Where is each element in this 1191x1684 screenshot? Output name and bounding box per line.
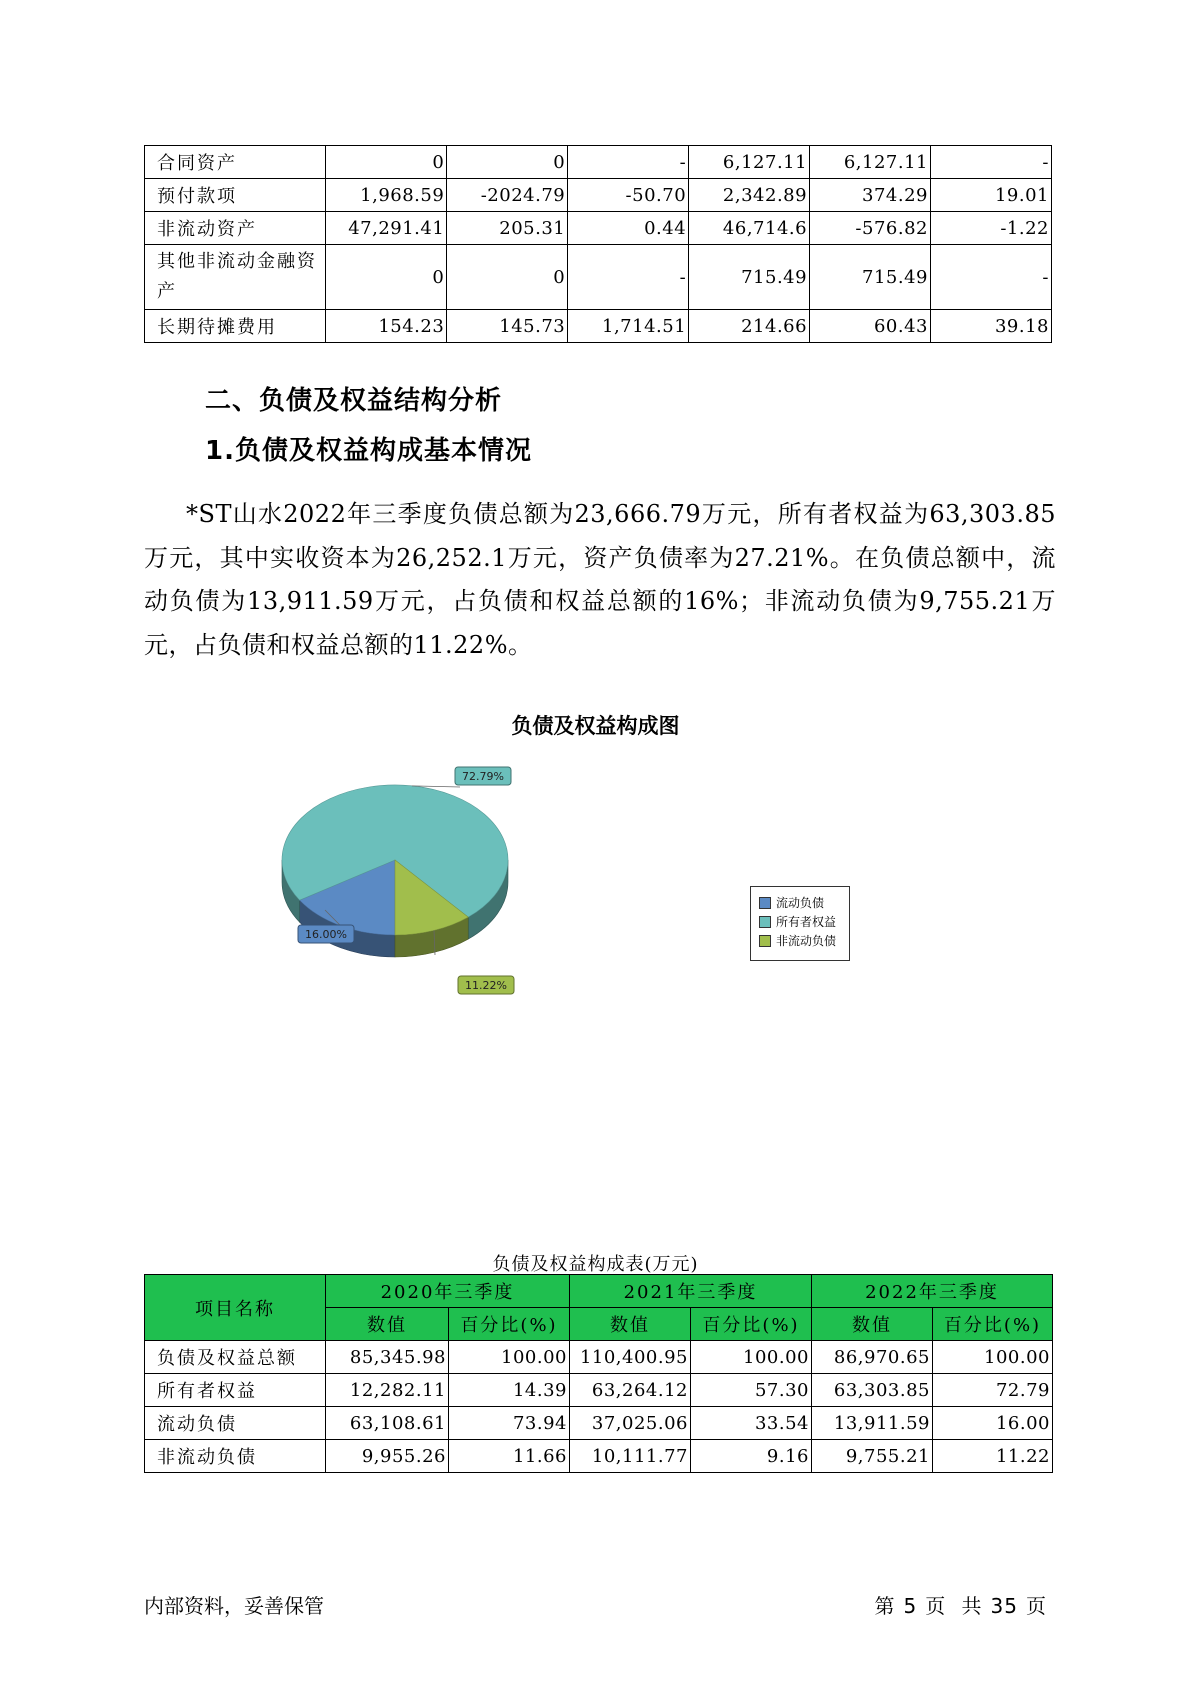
cell-value: -	[568, 245, 689, 310]
cell-value: 14.39	[449, 1374, 570, 1407]
cell-value: 9,955.26	[326, 1440, 449, 1473]
cell-value: 37,025.06	[570, 1407, 691, 1440]
legend-swatch	[759, 916, 771, 928]
cell-value: -50.70	[568, 179, 689, 212]
footer-note: 内部资料，妥善保管	[144, 1594, 324, 1618]
legend-label: 流动负债	[776, 896, 825, 910]
data-label-1: 72.79%	[462, 770, 504, 783]
summary-paragraph: *ST山水2022年三季度负债总额为23,666.79万元，所有者权益为63,303.85万元，其中实收资本为26,252.1万元，资产负债率为27.21%。在负债总额中，流动负债为13,911.59万元，占负债和权益总额的16%；非流动负债为9,755.21万元，占负债和权益总额的11.22%。	[144, 500, 1056, 659]
cell-value: 0	[447, 146, 568, 179]
cell-value: 63,108.61	[326, 1407, 449, 1440]
cell-value: 11.22	[933, 1440, 1053, 1473]
cell-value: 47,291.41	[326, 212, 447, 245]
cell-value: 10,111.77	[570, 1440, 691, 1473]
table-row	[145, 1407, 1053, 1440]
legend-label: 所有者权益	[776, 915, 837, 929]
pie-slices	[282, 785, 508, 935]
row-name: 非流动负债	[145, 1440, 326, 1473]
data-label-2: 11.22%	[465, 979, 507, 992]
data-label-0: 16.00%	[305, 928, 347, 941]
cell-value: 110,400.95	[570, 1341, 691, 1374]
cell-value: 214.66	[689, 310, 810, 343]
header-period: 2022年三季度	[812, 1275, 1053, 1308]
table-row	[145, 1374, 1053, 1407]
table-row	[145, 310, 1052, 343]
cell-value: 100.00	[933, 1341, 1053, 1374]
cell-value: 9,755.21	[812, 1440, 933, 1473]
table-row	[145, 1341, 1053, 1374]
cell-value: -1.22	[931, 212, 1052, 245]
row-name: 预付款项	[145, 179, 326, 212]
cell-value: -	[931, 146, 1052, 179]
table-row	[145, 146, 1052, 179]
row-name: 所有者权益	[145, 1374, 326, 1407]
table-caption: 负债及权益构成表(万元)	[492, 1254, 699, 1275]
cell-value: 73.94	[449, 1407, 570, 1440]
cell-value: 205.31	[447, 212, 568, 245]
header-item: 项目名称	[145, 1275, 326, 1341]
cell-value: 374.29	[810, 179, 931, 212]
row-name: 负债及权益总额	[145, 1341, 326, 1374]
legend-swatch	[759, 935, 771, 947]
row-name: 其他非流动金融资产	[145, 245, 326, 310]
header-period: 2021年三季度	[570, 1275, 812, 1308]
row-name: 流动负债	[145, 1407, 326, 1440]
cell-value: 39.18	[931, 310, 1052, 343]
row-name: 合同资产	[145, 146, 326, 179]
header-percent: 百分比(%)	[933, 1308, 1053, 1341]
cell-value: 85,345.98	[326, 1341, 449, 1374]
cell-value: 19.01	[931, 179, 1052, 212]
cell-value: 63,303.85	[812, 1374, 933, 1407]
cell-value: 11.66	[449, 1440, 570, 1473]
legend-item	[759, 893, 849, 912]
cell-value: 72.79	[933, 1374, 1053, 1407]
cell-value: 1,714.51	[568, 310, 689, 343]
cell-value: 0	[326, 245, 447, 310]
header-percent: 百分比(%)	[449, 1308, 570, 1341]
table-row	[145, 212, 1052, 245]
liability-table	[144, 1274, 1053, 1473]
cell-value: 16.00	[933, 1407, 1053, 1440]
total-unit: 页	[1026, 1594, 1047, 1618]
table-row	[145, 1440, 1053, 1473]
chart-legend	[750, 886, 850, 961]
section-heading: 二、负债及权益结构分析	[205, 386, 503, 416]
page-unit: 页	[925, 1594, 947, 1618]
cell-value: 715.49	[689, 245, 810, 310]
header-percent: 百分比(%)	[691, 1308, 812, 1341]
cell-value: -576.82	[810, 212, 931, 245]
cell-value: 154.23	[326, 310, 447, 343]
cell-value: 715.49	[810, 245, 931, 310]
header-value: 数值	[812, 1308, 933, 1341]
cell-value: -	[568, 146, 689, 179]
cell-value: -	[931, 245, 1052, 310]
cell-value: 100.00	[691, 1341, 812, 1374]
total-prefix: 共	[961, 1594, 983, 1618]
cell-value: 2,342.89	[689, 179, 810, 212]
cell-value: 33.54	[691, 1407, 812, 1440]
subsection-heading: 1.负债及权益构成基本情况	[205, 436, 532, 466]
cell-value: 63,264.12	[570, 1374, 691, 1407]
legend-swatch	[759, 897, 771, 909]
cell-value: 100.00	[449, 1341, 570, 1374]
legend-label: 非流动负债	[776, 934, 837, 948]
cell-value: 9.16	[691, 1440, 812, 1473]
table-header-row	[145, 1275, 1053, 1308]
header-value: 数值	[326, 1308, 449, 1341]
row-name: 非流动资产	[145, 212, 326, 245]
pie-chart	[270, 760, 670, 1040]
table-row	[145, 179, 1052, 212]
legend-item	[759, 931, 849, 950]
current-page: 5	[903, 1594, 918, 1618]
cell-value: 145.73	[447, 310, 568, 343]
cell-value: 0.44	[568, 212, 689, 245]
header-value: 数值	[570, 1308, 691, 1341]
cell-value: 6,127.11	[810, 146, 931, 179]
cell-value: 60.43	[810, 310, 931, 343]
cell-value: 0	[447, 245, 568, 310]
legend-item	[759, 912, 849, 931]
asset-table	[144, 145, 1052, 343]
chart-title: 负债及权益构成图	[511, 714, 680, 738]
row-name: 长期待摊费用	[145, 310, 326, 343]
cell-value: 0	[326, 146, 447, 179]
table-row	[145, 245, 1052, 310]
page-number	[870, 1590, 1051, 1619]
header-period: 2020年三季度	[326, 1275, 570, 1308]
cell-value: 6,127.11	[689, 146, 810, 179]
page-prefix: 第	[874, 1594, 896, 1618]
cell-value: 12,282.11	[326, 1374, 449, 1407]
cell-value: -2024.79	[447, 179, 568, 212]
cell-value: 57.30	[691, 1374, 812, 1407]
cell-value: 1,968.59	[326, 179, 447, 212]
cell-value: 13,911.59	[812, 1407, 933, 1440]
total-pages: 35	[990, 1594, 1018, 1618]
cell-value: 86,970.65	[812, 1341, 933, 1374]
cell-value: 46,714.6	[689, 212, 810, 245]
